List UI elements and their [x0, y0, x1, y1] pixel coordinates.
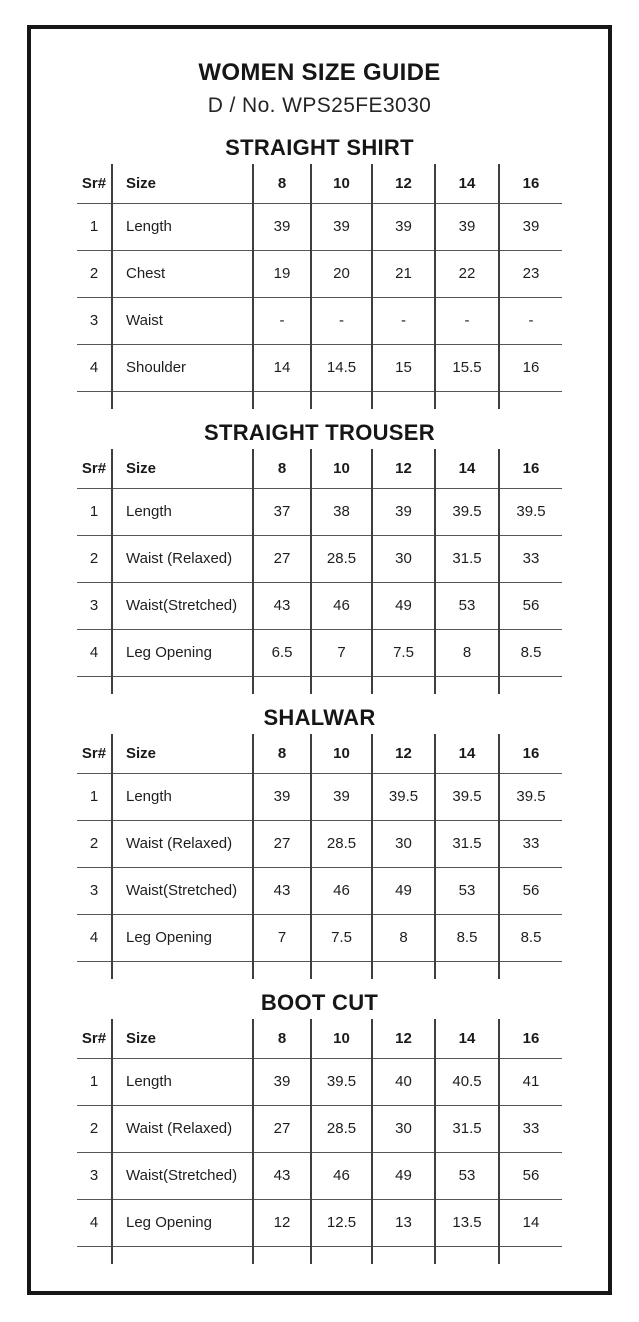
column-header: Size	[112, 734, 253, 773]
size-value: 8	[372, 914, 435, 961]
table-row	[77, 773, 562, 820]
section-title: SHALWAR	[263, 705, 376, 730]
size-value: 22	[435, 250, 499, 297]
table-row	[77, 1199, 562, 1246]
column-header: 14	[435, 1019, 499, 1058]
section-title: STRAIGHT SHIRT	[225, 135, 414, 160]
table-row	[77, 1105, 562, 1152]
size-value: 49	[372, 1152, 435, 1199]
row-number: 1	[77, 1058, 112, 1105]
table-row	[77, 488, 562, 535]
spacer-cell	[112, 961, 253, 979]
spacer-cell	[253, 1246, 311, 1264]
measurement-label: Waist (Relaxed)	[112, 1105, 253, 1152]
table-row	[77, 344, 562, 391]
table-row	[77, 1058, 562, 1105]
size-value: 39.5	[499, 488, 562, 535]
spacer-cell	[311, 961, 372, 979]
spacer-cell	[311, 1246, 372, 1264]
table-footer-spacer-row	[77, 676, 562, 694]
column-header: 16	[499, 1019, 562, 1058]
size-value: 56	[499, 1152, 562, 1199]
table-row	[77, 297, 562, 344]
size-value: 12.5	[311, 1199, 372, 1246]
row-number: 2	[77, 250, 112, 297]
table-row	[77, 914, 562, 961]
size-value: -	[311, 297, 372, 344]
size-section-straight-trouser	[31, 421, 608, 694]
spacer-cell	[253, 676, 311, 694]
row-number: 2	[77, 1105, 112, 1152]
column-header: 10	[311, 734, 372, 773]
size-value: 30	[372, 820, 435, 867]
size-value: 13.5	[435, 1199, 499, 1246]
size-value: 7	[311, 629, 372, 676]
size-value: 20	[311, 250, 372, 297]
spacer-cell	[112, 1246, 253, 1264]
spacer-cell	[372, 961, 435, 979]
column-header: 10	[311, 164, 372, 203]
column-header: 12	[372, 1019, 435, 1058]
row-number: 3	[77, 1152, 112, 1199]
row-number: 3	[77, 867, 112, 914]
spacer-cell	[77, 676, 112, 694]
size-value: 49	[372, 582, 435, 629]
size-value: 8.5	[435, 914, 499, 961]
measurement-label: Chest	[112, 250, 253, 297]
size-value: 33	[499, 1105, 562, 1152]
size-value: -	[499, 297, 562, 344]
sections-container	[31, 136, 608, 1264]
size-value: 53	[435, 582, 499, 629]
size-value: 28.5	[311, 1105, 372, 1152]
table-row	[77, 535, 562, 582]
size-value: 40	[372, 1058, 435, 1105]
table-row	[77, 203, 562, 250]
column-header: 8	[253, 1019, 311, 1058]
measurement-label: Waist (Relaxed)	[112, 820, 253, 867]
size-value: 39	[311, 203, 372, 250]
spacer-cell	[112, 676, 253, 694]
size-table	[77, 1019, 562, 1264]
row-number: 1	[77, 488, 112, 535]
measurement-label: Length	[112, 203, 253, 250]
spacer-cell	[499, 1246, 562, 1264]
section-title: STRAIGHT TROUSER	[204, 420, 435, 445]
size-value: 8	[435, 629, 499, 676]
size-value: 39	[372, 488, 435, 535]
size-value: 43	[253, 1152, 311, 1199]
size-value: 38	[311, 488, 372, 535]
size-value: 39	[435, 203, 499, 250]
spacer-cell	[112, 391, 253, 409]
size-value: 8.5	[499, 629, 562, 676]
size-value: 39.5	[372, 773, 435, 820]
row-number: 4	[77, 344, 112, 391]
spacer-cell	[77, 391, 112, 409]
size-value: 43	[253, 582, 311, 629]
table-row	[77, 867, 562, 914]
spacer-cell	[499, 961, 562, 979]
spacer-cell	[311, 676, 372, 694]
size-value: 49	[372, 867, 435, 914]
size-value: 46	[311, 582, 372, 629]
measurement-label: Length	[112, 773, 253, 820]
size-value: 28.5	[311, 535, 372, 582]
page-frame	[27, 25, 612, 1295]
table-row	[77, 1152, 562, 1199]
row-number: 3	[77, 297, 112, 344]
size-value: 16	[499, 344, 562, 391]
spacer-cell	[372, 391, 435, 409]
size-value: 53	[435, 867, 499, 914]
size-value: 39	[372, 203, 435, 250]
size-value: 39	[253, 203, 311, 250]
table-footer-spacer-row	[77, 1246, 562, 1264]
measurement-label: Waist	[112, 297, 253, 344]
spacer-cell	[435, 676, 499, 694]
spacer-cell	[372, 1246, 435, 1264]
header-row	[77, 1019, 562, 1058]
spacer-cell	[253, 961, 311, 979]
size-value: 27	[253, 1105, 311, 1152]
page-title: WOMEN SIZE GUIDE	[198, 59, 441, 86]
size-value: 14	[253, 344, 311, 391]
size-value: 15.5	[435, 344, 499, 391]
size-value: 33	[499, 535, 562, 582]
size-value: 31.5	[435, 820, 499, 867]
column-header: 16	[499, 164, 562, 203]
row-number: 4	[77, 914, 112, 961]
size-value: 40.5	[435, 1058, 499, 1105]
size-value: 14	[499, 1199, 562, 1246]
size-value: 30	[372, 535, 435, 582]
size-value: -	[372, 297, 435, 344]
column-header: Size	[112, 164, 253, 203]
column-header: 12	[372, 734, 435, 773]
column-header: 10	[311, 449, 372, 488]
column-header: 10	[311, 1019, 372, 1058]
column-header: 8	[253, 449, 311, 488]
spacer-cell	[311, 391, 372, 409]
size-value: 53	[435, 1152, 499, 1199]
measurement-label: Leg Opening	[112, 1199, 253, 1246]
measurement-label: Waist(Stretched)	[112, 582, 253, 629]
spacer-cell	[499, 676, 562, 694]
size-table	[77, 164, 562, 409]
column-header: 14	[435, 449, 499, 488]
size-value: 37	[253, 488, 311, 535]
column-header: 12	[372, 449, 435, 488]
size-value: 39	[499, 203, 562, 250]
size-value: -	[435, 297, 499, 344]
size-value: 43	[253, 867, 311, 914]
size-value: 12	[253, 1199, 311, 1246]
measurement-label: Shoulder	[112, 344, 253, 391]
table-row	[77, 629, 562, 676]
spacer-cell	[499, 391, 562, 409]
row-number: 2	[77, 820, 112, 867]
size-value: 46	[311, 1152, 372, 1199]
size-table	[77, 734, 562, 979]
size-value: 15	[372, 344, 435, 391]
size-value: 6.5	[253, 629, 311, 676]
spacer-cell	[435, 391, 499, 409]
size-value: 39	[253, 1058, 311, 1105]
size-value: 23	[499, 250, 562, 297]
size-value: 7.5	[372, 629, 435, 676]
page-subtitle: D / No. WPS25FE3030	[207, 94, 432, 117]
column-header: Size	[112, 1019, 253, 1058]
measurement-label: Length	[112, 488, 253, 535]
column-header: 14	[435, 164, 499, 203]
row-number: 4	[77, 629, 112, 676]
size-value: 39.5	[435, 773, 499, 820]
table-row	[77, 820, 562, 867]
size-value: 28.5	[311, 820, 372, 867]
table-footer-spacer-row	[77, 391, 562, 409]
measurement-label: Waist (Relaxed)	[112, 535, 253, 582]
spacer-cell	[77, 961, 112, 979]
column-header: Sr#	[77, 449, 112, 488]
header-row	[77, 449, 562, 488]
size-value: 56	[499, 867, 562, 914]
column-header: Sr#	[77, 734, 112, 773]
size-section-straight-shirt	[31, 136, 608, 409]
size-value: 21	[372, 250, 435, 297]
size-table	[77, 449, 562, 694]
column-header: 14	[435, 734, 499, 773]
size-value: 30	[372, 1105, 435, 1152]
measurement-label: Leg Opening	[112, 629, 253, 676]
column-header: 8	[253, 734, 311, 773]
size-value: 19	[253, 250, 311, 297]
size-section-shalwar	[31, 706, 608, 979]
size-value: 39	[253, 773, 311, 820]
table-row	[77, 582, 562, 629]
size-value: 56	[499, 582, 562, 629]
row-number: 1	[77, 773, 112, 820]
spacer-cell	[372, 676, 435, 694]
size-value: 39	[311, 773, 372, 820]
column-header: 16	[499, 734, 562, 773]
column-header: Sr#	[77, 1019, 112, 1058]
measurement-label: Waist(Stretched)	[112, 867, 253, 914]
column-header: 8	[253, 164, 311, 203]
size-value: 31.5	[435, 535, 499, 582]
size-value: 8.5	[499, 914, 562, 961]
header-row	[77, 164, 562, 203]
measurement-label: Waist(Stretched)	[112, 1152, 253, 1199]
header-row	[77, 734, 562, 773]
size-value: 27	[253, 820, 311, 867]
size-value: 46	[311, 867, 372, 914]
size-value: 31.5	[435, 1105, 499, 1152]
column-header: 16	[499, 449, 562, 488]
row-number: 4	[77, 1199, 112, 1246]
table-row	[77, 250, 562, 297]
section-title: BOOT CUT	[260, 990, 379, 1015]
size-section-boot-cut	[31, 991, 608, 1264]
spacer-cell	[435, 961, 499, 979]
spacer-cell	[435, 1246, 499, 1264]
measurement-label: Length	[112, 1058, 253, 1105]
column-header: Sr#	[77, 164, 112, 203]
spacer-cell	[253, 391, 311, 409]
size-value: 14.5	[311, 344, 372, 391]
column-header: 12	[372, 164, 435, 203]
size-value: 39.5	[311, 1058, 372, 1105]
size-value: 39.5	[499, 773, 562, 820]
size-value: 7.5	[311, 914, 372, 961]
size-value: 7	[253, 914, 311, 961]
table-footer-spacer-row	[77, 961, 562, 979]
row-number: 1	[77, 203, 112, 250]
size-value: 41	[499, 1058, 562, 1105]
column-header: Size	[112, 449, 253, 488]
row-number: 3	[77, 582, 112, 629]
size-value: 27	[253, 535, 311, 582]
size-value: 13	[372, 1199, 435, 1246]
size-value: -	[253, 297, 311, 344]
size-value: 33	[499, 820, 562, 867]
size-value: 39.5	[435, 488, 499, 535]
measurement-label: Leg Opening	[112, 914, 253, 961]
row-number: 2	[77, 535, 112, 582]
spacer-cell	[77, 1246, 112, 1264]
